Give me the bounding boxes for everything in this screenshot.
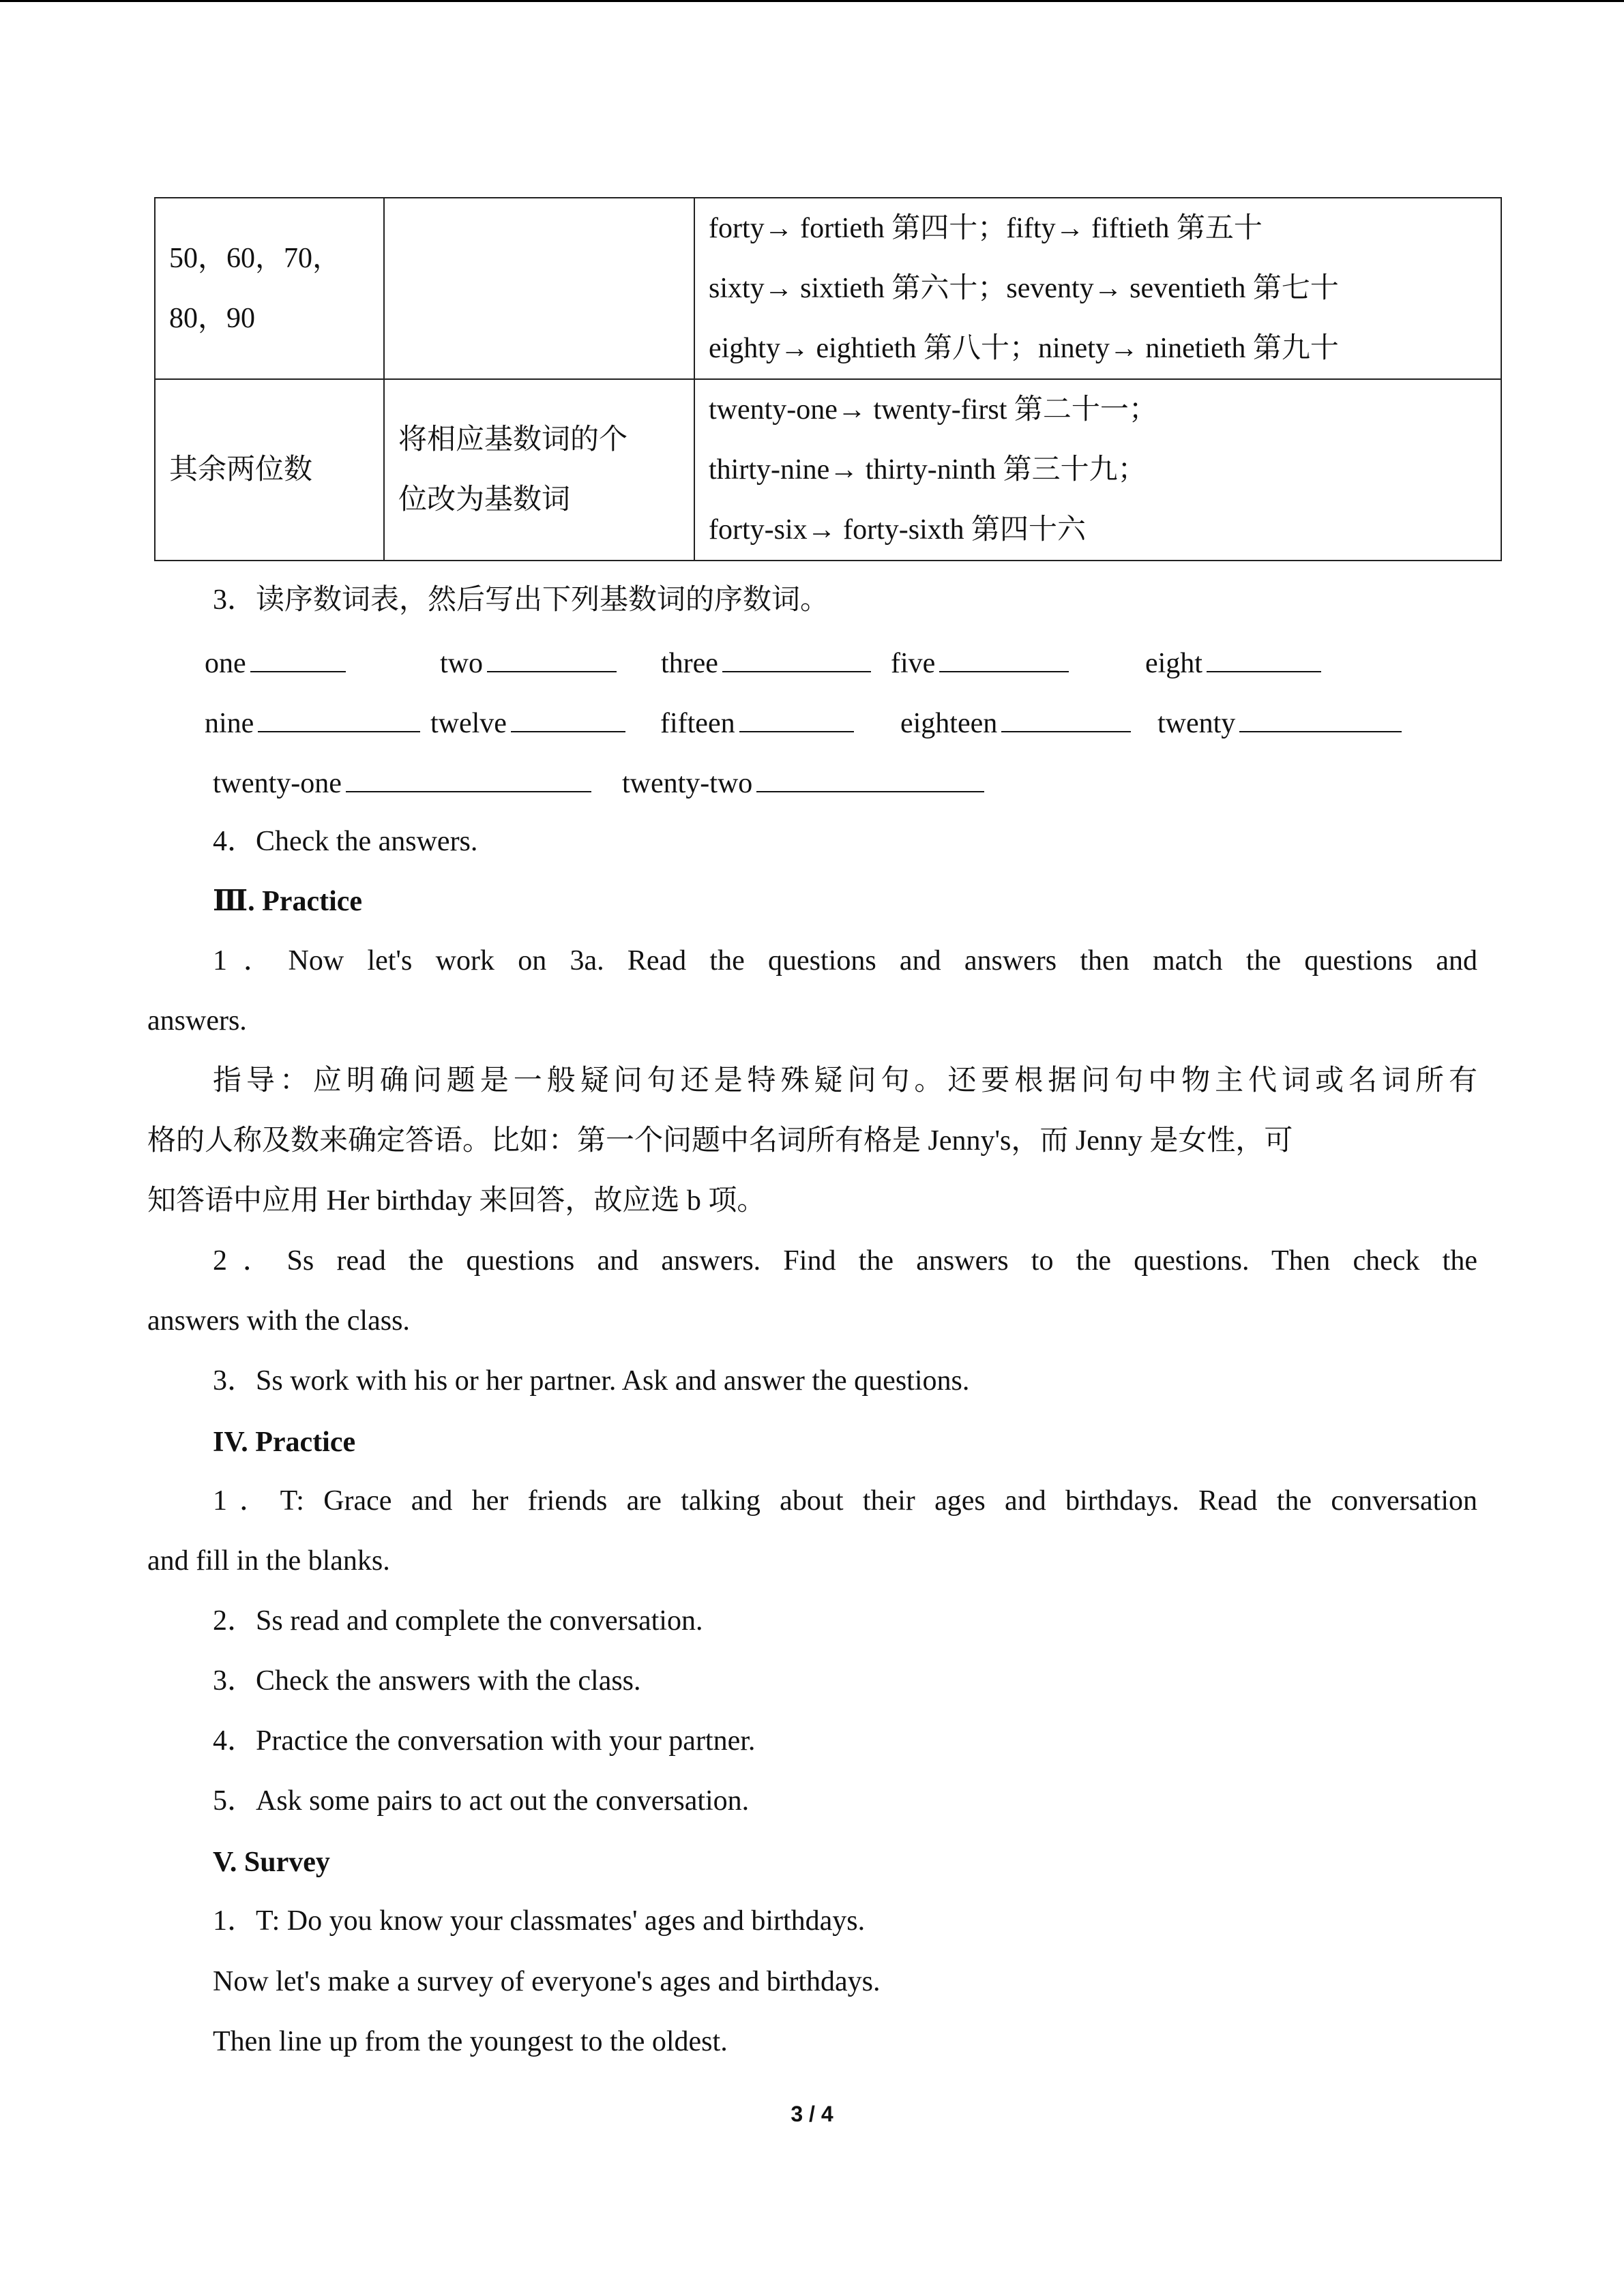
fill-in-row [213, 766, 591, 801]
answer-blank[interactable] [939, 646, 1069, 672]
table-cell-numbers [155, 379, 384, 561]
section-heading: Ⅲ. Practice [213, 886, 363, 917]
cell-line: eighty→ eightieth 第八十；ninety→ ninetieth 第九十 [709, 333, 1339, 364]
cell-line: 50，60，70， [169, 243, 342, 274]
paragraph: 4．Practice the conversation with your partner. [213, 1725, 756, 1757]
answer-blank[interactable] [346, 766, 591, 792]
fill-in-row [891, 646, 1069, 681]
word-label: three [661, 648, 718, 679]
cell-line: 位改为基数词 [398, 484, 571, 516]
cell-line: forty→ fortieth 第四十；fifty→ fiftieth 第五十 [709, 213, 1263, 244]
cell-line: 80，90 [169, 303, 256, 334]
table-cell-rule [384, 379, 694, 561]
table-cell-numbers [155, 198, 384, 379]
word-label: five [891, 648, 936, 679]
paragraph: 1．T: Do you know your classmates' ages and birthdays. [213, 1905, 866, 1937]
table-cell-examples [694, 198, 1501, 379]
answer-blank[interactable] [511, 706, 625, 732]
fill-in-row [205, 706, 420, 741]
answer-blank[interactable] [258, 706, 420, 732]
paragraph: 3．Ss work with his or her partner. Ask and answer the questions. [213, 1365, 970, 1397]
section-heading: IV. Practice [213, 1427, 356, 1458]
cell-line: forty-six→ forty-sixth 第四十六 [709, 514, 1086, 546]
word-label: twenty-two [622, 768, 753, 799]
paragraph-line: and fill in the blanks. [147, 1545, 390, 1577]
answer-blank[interactable] [1001, 706, 1131, 732]
word-label: nine [205, 708, 254, 739]
answer-blank[interactable] [1207, 646, 1321, 672]
paragraph-line: 1．Now let's work on 3a. Read the questions and answers then match the questions and [213, 945, 1477, 976]
answer-blank[interactable] [756, 766, 984, 792]
paragraph-line: 指导：应明确问题是一般疑问句还是特殊疑问句。还要根据问句中物主代词或名词所有 [213, 1065, 1477, 1097]
cell-line: twenty-one→ twenty-first 第二十一； [709, 394, 1157, 426]
cell-line: thirty-nine→ thirty-ninth 第三十九； [709, 454, 1147, 486]
paragraph-line: 2．Ss read the questions and answers. Find the answers to the questions. Then check the [213, 1245, 1477, 1277]
fill-in-row [1157, 706, 1402, 741]
word-label: twenty [1157, 708, 1236, 739]
paragraph: Then line up from the youngest to the oldest. [213, 2026, 728, 2057]
paragraph [147, 1231, 1477, 1351]
paragraph-line: 知答语中应用 Her birthday 来回答，故应选 b 项。 [147, 1185, 766, 1217]
answer-blank[interactable] [1239, 706, 1402, 732]
table-row [155, 379, 1501, 561]
fill-in-row [660, 706, 854, 741]
paragraph-line: answers. [147, 1005, 247, 1037]
word-label: fifteen [660, 708, 735, 739]
page-top-border [0, 0, 1624, 2]
answer-blank[interactable] [487, 646, 617, 672]
paragraph [147, 1471, 1477, 1591]
step-4-instruction: 4．Check the answers. [213, 826, 478, 857]
paragraph: 3．Check the answers with the class. [213, 1665, 641, 1697]
ordinal-numbers-table [154, 197, 1502, 561]
answer-blank[interactable] [739, 706, 854, 732]
table-row [155, 198, 1501, 379]
fill-in-row [622, 766, 984, 801]
answer-blank[interactable] [250, 646, 346, 672]
paragraph: Now let's make a survey of everyone's ages and birthdays. [213, 1966, 881, 1997]
paragraph-line: answers with the class. [147, 1305, 410, 1337]
guidance-paragraph [147, 1051, 1477, 1231]
fill-in-row [1145, 646, 1321, 681]
cell-line: 其余两位数 [169, 454, 313, 486]
fill-in-row [900, 706, 1131, 741]
word-label: two [440, 648, 483, 679]
answer-blank[interactable] [722, 646, 871, 672]
section-heading: V. Survey [213, 1847, 330, 1878]
word-label: eight [1145, 648, 1202, 679]
paragraph: 5．Ask some pairs to act out the conversation. [213, 1785, 750, 1817]
word-label: eighteen [900, 708, 998, 739]
word-label: twenty-one [213, 768, 342, 799]
cell-line: sixty→ sixtieth 第六十；seventy→ seventieth 第七十 [709, 273, 1339, 304]
fill-in-row [440, 646, 617, 681]
cell-line: 将相应基数词的个 [398, 424, 628, 456]
paragraph: 2．Ss read and complete the conversation. [213, 1605, 703, 1637]
word-label: twelve [430, 708, 507, 739]
step-3-instruction: 3．读序数词表，然后写出下列基数词的序数词。 [213, 584, 829, 616]
fill-in-row [661, 646, 871, 681]
table-cell-examples [694, 379, 1501, 561]
paragraph-line: 格的人称及数来确定答语。比如：第一个问题中名词所有格是 Jenny's，而 Jenny 是女性，可 [147, 1125, 1293, 1157]
paragraph-line: 1．T: Grace and her friends are talking about their ages and birthdays. Read the conversation [213, 1485, 1477, 1517]
paragraph [147, 931, 1477, 1051]
fill-in-row [430, 706, 625, 741]
page-number: 3 / 4 [791, 2102, 833, 2126]
word-label: one [205, 648, 246, 679]
table-cell-rule [384, 198, 694, 379]
fill-in-row [205, 646, 346, 681]
